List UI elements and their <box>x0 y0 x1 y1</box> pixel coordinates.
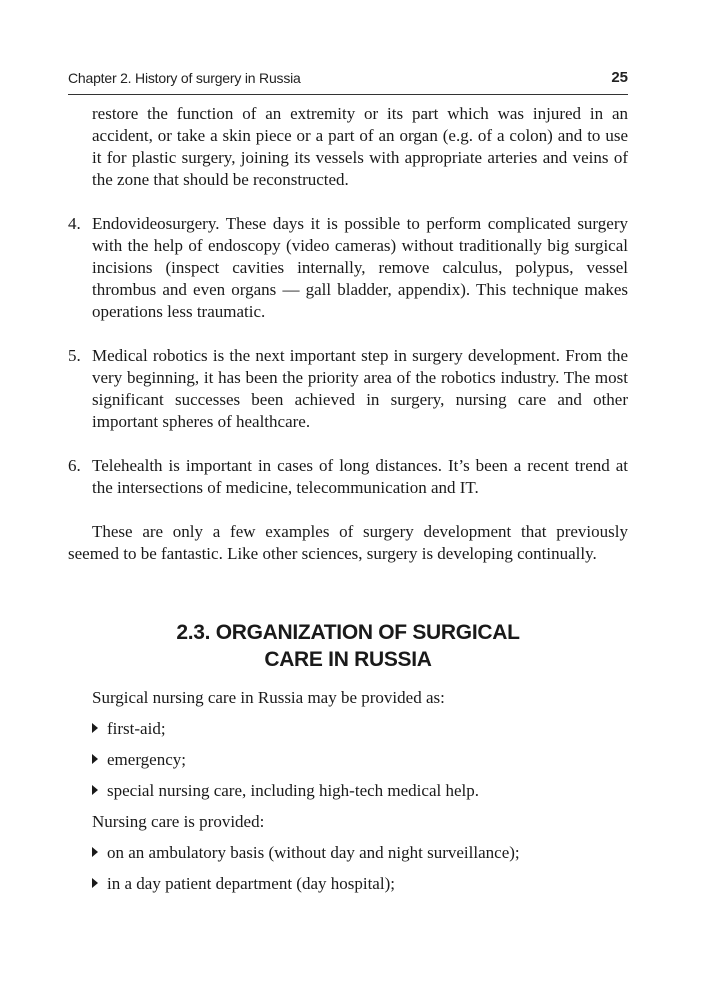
list-item-text: Medical robotics is the next important step in surgery development. From the very beginning, it has been the priority area of the robotics industry. The most significant successes been achieved in surgery, nursing care and other important spheres of healthcare. <box>92 346 628 431</box>
bullet-text: special nursing care, including high-tech medical help. <box>107 781 479 800</box>
header-divider <box>68 94 628 95</box>
bullet-item <box>68 780 628 802</box>
page-body <box>68 103 628 895</box>
list-number: 6. <box>68 456 81 475</box>
page-number: 25 <box>611 69 628 86</box>
bullet-text: in a day patient department (day hospital); <box>107 874 395 893</box>
triangle-bullet-icon <box>92 847 98 857</box>
section-heading <box>68 619 628 673</box>
list-item-6 <box>68 455 628 499</box>
triangle-bullet-icon <box>92 878 98 888</box>
bullet-text: on an ambulatory basis (without day and night surveillance); <box>107 843 520 862</box>
list-item-text: Endovideosurgery. These days it is possible to perform complicated surgery with the help of endoscopy (video cameras) without traditionally big surgical incisions (inspect cavities internally, remove calculus, polypus, vessel thrombus and even organs — gall bladder, appendix). This technique makes operations less traumatic. <box>92 214 628 321</box>
section-heading-line2: CARE IN RUSSIA <box>264 648 432 671</box>
running-header <box>68 68 628 94</box>
section-intro-1: Surgical nursing care in Russia may be provided as: <box>92 688 445 707</box>
triangle-bullet-icon <box>92 754 98 764</box>
bullet-item <box>68 749 628 771</box>
closing-paragraph: These are only a few examples of surgery development that previously seemed to be fantastic. Like other sciences, surgery is developing continually. <box>68 522 628 563</box>
section-intro-2: Nursing care is provided: <box>92 812 265 831</box>
bullet-item <box>68 842 628 864</box>
triangle-bullet-icon <box>92 785 98 795</box>
bullet-item <box>68 718 628 740</box>
chapter-title: Chapter 2. History of surgery in Russia <box>68 70 301 86</box>
bullet-text: emergency; <box>107 750 186 769</box>
triangle-bullet-icon <box>92 723 98 733</box>
continued-paragraph: restore the function of an extremity or its part which was injured in an accident, or take a skin piece or a part of an organ (e.g. of a colon) and to use it for plastic surgery, joining its vessels with appropriate arteries and veins of the zone that should be reconstructed. <box>92 104 628 189</box>
section-heading-line1: 2.3. ORGANIZATION OF SURGICAL <box>176 621 520 644</box>
list-item-5 <box>68 345 628 433</box>
list-number: 5. <box>68 346 81 365</box>
list-item-text: Telehealth is important in cases of long distances. It’s been a recent trend at the intersections of medicine, telecommunication and IT. <box>92 456 628 497</box>
list-number: 4. <box>68 214 81 233</box>
bullet-item <box>68 873 628 895</box>
bullet-text: first-aid; <box>107 719 166 738</box>
list-item-4 <box>68 213 628 323</box>
